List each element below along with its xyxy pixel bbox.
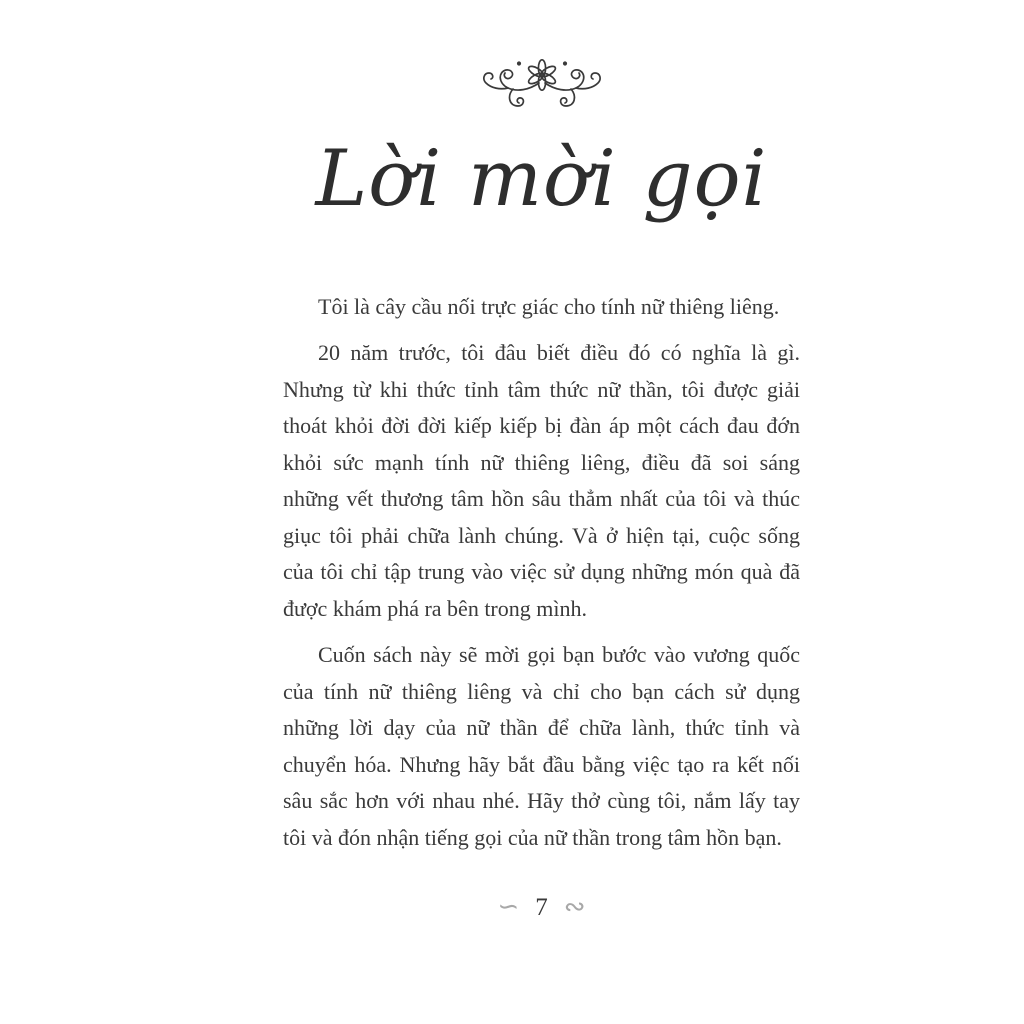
paragraph-2: 20 năm trước, tôi đâu biết điều đó có nghĩa là gì. Nhưng từ khi thức tỉnh tâm thức nữ thần, tôi được giải thoát khỏi đời đời kiếp kiếp bị đàn áp một cách đau đớn khỏi sức mạnh tính nữ thiêng liêng, điều đã soi sáng những vết thương tâm hồn sâu thẳm nhất của tôi và thúc giục tôi phải chữa lành chúng. Và ở hiện tại, cuộc sống của tôi chỉ tập trung vào việc sử dụng những món quà đã được khám phá ra bên trong mình. bbox=[283, 340, 800, 621]
floral-flourish-icon bbox=[467, 56, 617, 112]
paragraph-3: Cuốn sách này sẽ mời gọi bạn bước vào vương quốc của tính nữ thiêng liêng và chỉ cho bạn cách sử dụng những lời dạy của nữ thần để chữa lành, thức tỉnh và chuyển hóa. Nhưng hãy bắt đầu bằng việc tạo ra kết nối sâu sắc hơn với nhau nhé. Hãy thở cùng tôi, nắm lấy tay tôi và đón nhận tiếng gọi của nữ thần trong tâm hồn bạn. bbox=[283, 642, 800, 850]
right-swash-icon: ∾ bbox=[563, 892, 586, 923]
header-ornament bbox=[283, 0, 800, 117]
page-number: 7 bbox=[535, 893, 548, 921]
chapter-body bbox=[283, 289, 800, 857]
chapter-title: Lời mời gọi bbox=[315, 134, 768, 224]
left-swash-icon: ∽ bbox=[497, 892, 520, 923]
paragraph-1: Tôi là cây cầu nối trực giác cho tính nữ thiêng liêng. bbox=[318, 293, 780, 319]
content-column bbox=[283, 0, 800, 923]
page-footer bbox=[283, 892, 800, 923]
